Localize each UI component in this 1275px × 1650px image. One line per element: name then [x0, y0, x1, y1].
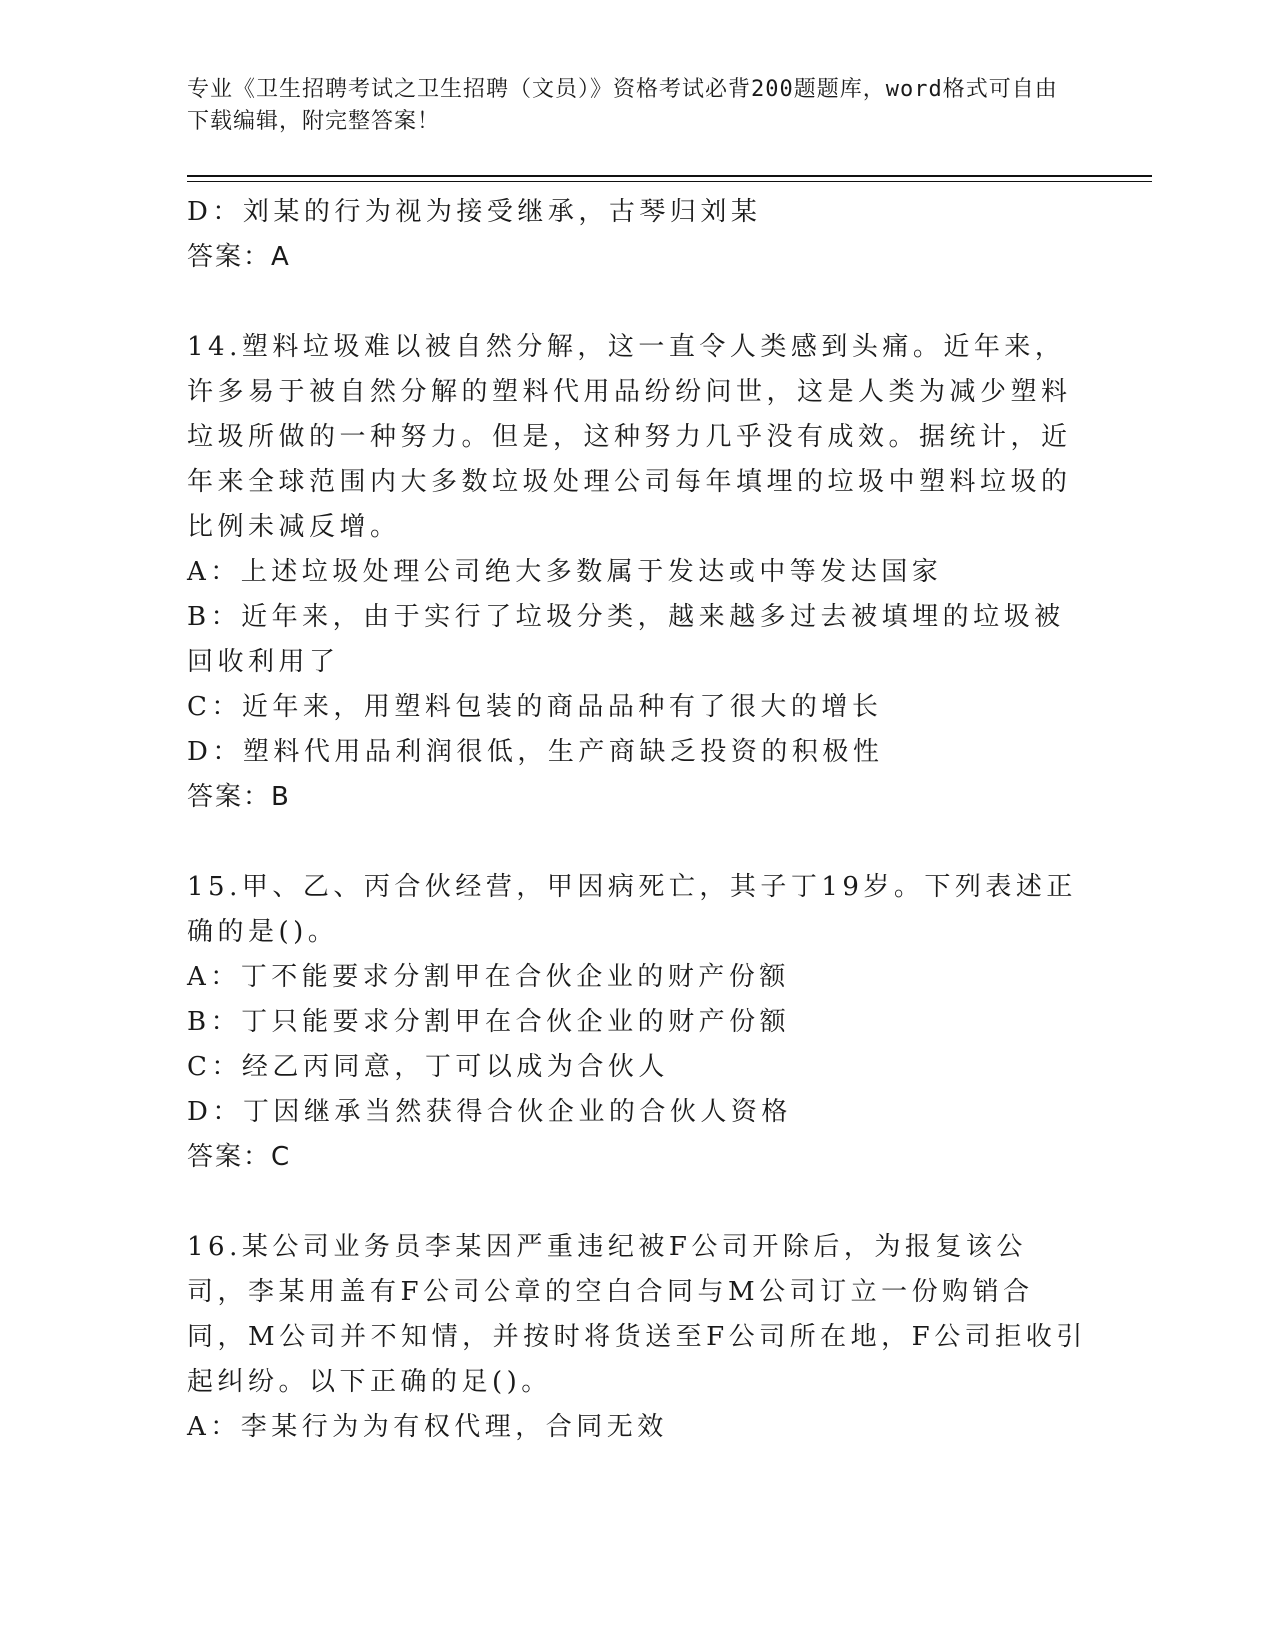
q15-option-b: B：丁只能要求分割甲在合伙企业的财产份额: [187, 1007, 791, 1037]
spacer: [187, 1180, 1087, 1225]
header-divider-thin: [187, 181, 1152, 182]
header-divider-thick: [187, 175, 1152, 177]
spacer: [187, 820, 1087, 865]
q13-answer: 答案：A: [187, 242, 291, 272]
q16-stem: 16.某公司业务员李某因严重违纪被F公司开除后，为报复该公司，李某用盖有F公司公章的空白合同与M公司订立一份购销合同，M公司并不知情，并按时将货送至F公司所在地，F公司拒收引起纠纷。以下正确的足()。: [187, 1232, 1087, 1397]
q14-stem: 14.塑料垃圾难以被自然分解，这一直令人类感到头痛。近年来，许多易于被自然分解的塑料代用品纷纷问世，这是人类为减少塑料垃圾所做的一种努力。但是，这种努力几乎没有成效。据统计，近年来全球范围内大多数垃圾处理公司每年填埋的垃圾中塑料垃圾的比例未减反增。: [187, 332, 1072, 542]
q14-option-c: C：近年来，用塑料包装的商品品种有了很大的增长: [187, 692, 883, 722]
q16-option-a: A：李某行为为有权代理，合同无效: [187, 1412, 668, 1442]
document-body: [187, 190, 1087, 1450]
document-header: 专业《卫生招聘考试之卫生招聘（文员）》资格考试必背200题题库，word格式可自由下载编辑，附完整答案！: [187, 77, 1058, 134]
q14-answer: 答案：B: [187, 782, 291, 812]
q15-option-c: C：经乙丙同意，丁可以成为合伙人: [187, 1052, 669, 1082]
q14-option-d: D：塑料代用品利润很低，生产商缺乏投资的积极性: [187, 737, 884, 767]
q15-answer: 答案：C: [187, 1142, 292, 1172]
q15-option-a: A：丁不能要求分割甲在合伙企业的财产份额: [187, 962, 790, 992]
q14-option-b: B：近年来，由于实行了垃圾分类，越来越多过去被填埋的垃圾被回收利用了: [187, 602, 1065, 677]
spacer: [187, 280, 1087, 325]
q15-stem: 15.甲、乙、丙合伙经营，甲因病死亡，其子丁19岁。下列表述正确的是()。: [187, 872, 1077, 947]
q13-option-d: D：刘某的行为视为接受继承，古琴归刘某: [187, 197, 762, 227]
q14-option-a: A：上述垃圾处理公司绝大多数属于发达或中等发达国家: [187, 557, 943, 587]
q15-option-d: D：丁因继承当然获得合伙企业的合伙人资格: [187, 1097, 792, 1127]
